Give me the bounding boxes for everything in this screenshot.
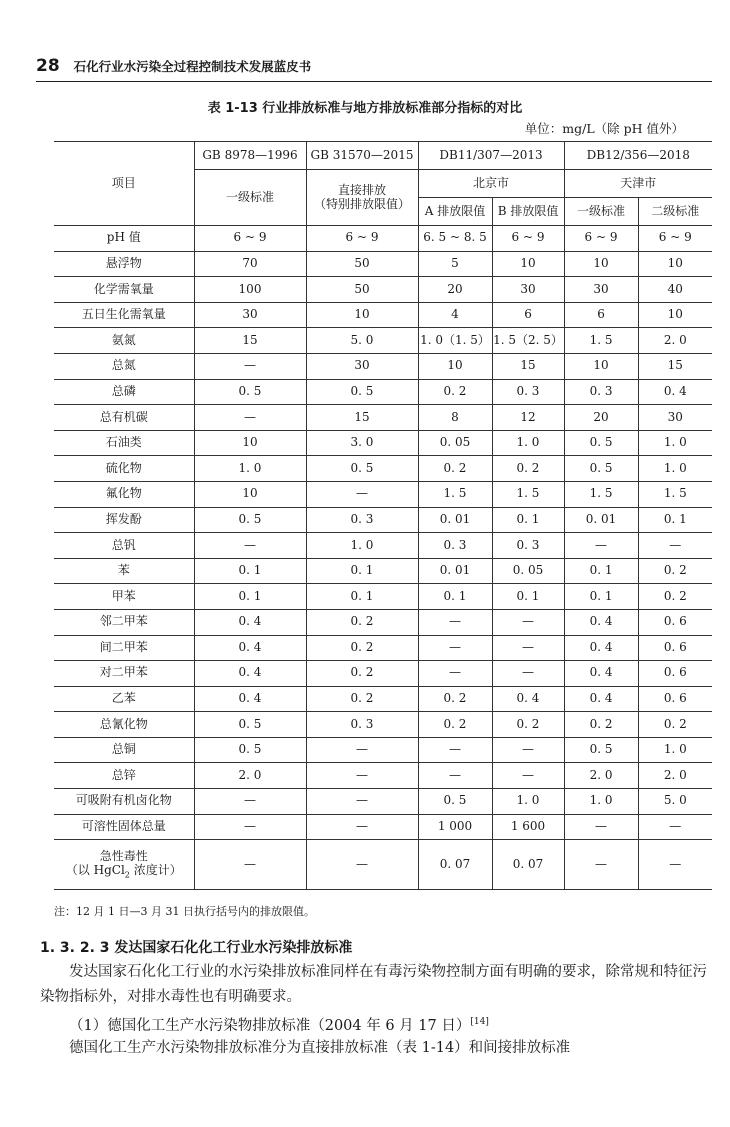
row-label: 氟化物	[54, 481, 194, 507]
table-cell: 0. 6	[638, 661, 712, 687]
table-cell: 1. 0	[492, 789, 564, 815]
table-cell: 1. 5	[418, 481, 492, 507]
table-cell: 4	[418, 302, 492, 328]
table-cell: 15	[306, 405, 418, 431]
table-cell: —	[306, 814, 418, 840]
table-row	[54, 533, 712, 559]
row-label: pH 值	[54, 226, 194, 252]
table-cell: 0. 2	[418, 712, 492, 738]
table-cell: —	[194, 840, 306, 890]
table-cell: 10	[638, 251, 712, 277]
table-cell: 0. 07	[418, 840, 492, 890]
table-cell: 0. 4	[194, 609, 306, 635]
table-cell: 1. 5	[492, 481, 564, 507]
table-row	[54, 789, 712, 815]
table-cell: 0. 2	[306, 661, 418, 687]
section-heading: 1. 3. 2. 3 发达国家石化化工行业水污染排放标准	[40, 940, 353, 956]
table-row	[54, 558, 712, 584]
table-cell: —	[418, 609, 492, 635]
table-cell: 0. 4	[564, 635, 638, 661]
table-cell: 1. 0	[638, 430, 712, 456]
table-cell: 20	[564, 405, 638, 431]
table-cell: 2. 0	[194, 763, 306, 789]
header-std3-code: DB11/307—2013	[418, 142, 564, 170]
table-cell: 0. 2	[418, 379, 492, 405]
table-cell: 0. 3	[418, 533, 492, 559]
table-row	[54, 405, 712, 431]
table-cell: 5. 0	[306, 328, 418, 354]
row-label: 氨氮	[54, 328, 194, 354]
table-row	[54, 379, 712, 405]
row-label: 急性毒性 （以 HgCl$_2$ 浓度计）	[54, 840, 194, 890]
table-cell: 0. 4	[194, 686, 306, 712]
table-row	[54, 840, 712, 890]
table-cell: —	[418, 661, 492, 687]
table-cell: 15	[638, 353, 712, 379]
table-cell: —	[564, 840, 638, 890]
table-cell: 1. 0	[564, 789, 638, 815]
table-row	[54, 661, 712, 687]
table-row	[54, 481, 712, 507]
table-cell: 100	[194, 277, 306, 303]
table-cell: —	[194, 353, 306, 379]
row-label: 苯	[54, 558, 194, 584]
table-cell: 10	[194, 481, 306, 507]
table-cell: —	[194, 814, 306, 840]
table-cell: —	[306, 840, 418, 890]
table-cell: 0. 5	[306, 379, 418, 405]
table-cell: 0. 2	[564, 712, 638, 738]
table-cell: 0. 1	[564, 584, 638, 610]
table-cell: —	[306, 763, 418, 789]
citation-ref: [14]	[470, 1017, 489, 1027]
paragraph: 发达国家石化化工行业的水污染排放标准同样在有毒污染物控制方面有明确的要求，除常规和特征污染物指标外，对排水毒性也有明确要求。	[40, 964, 707, 1005]
table-cell: 0. 6	[638, 686, 712, 712]
table-cell: 0. 05	[492, 558, 564, 584]
table-cell: 6	[564, 302, 638, 328]
table-cell: —	[194, 405, 306, 431]
table-cell: 6 ~ 9	[492, 226, 564, 252]
row-label: 总钒	[54, 533, 194, 559]
table-cell: 0. 3	[306, 507, 418, 533]
row-label: 总有机碳	[54, 405, 194, 431]
table-cell: 2. 0	[638, 328, 712, 354]
table-cell: 1. 0	[492, 430, 564, 456]
table-row	[54, 507, 712, 533]
row-label: 石油类	[54, 430, 194, 456]
row-label: 五日生化需氧量	[54, 302, 194, 328]
table-cell: 0. 5	[194, 712, 306, 738]
table-cell: —	[306, 789, 418, 815]
table-row	[54, 712, 712, 738]
table-cell: 70	[194, 251, 306, 277]
page-header	[36, 56, 712, 82]
table-cell: 0. 4	[564, 686, 638, 712]
header-std3-region: 北京市	[418, 170, 564, 198]
row-label: 可溶性固体总量	[54, 814, 194, 840]
table-cell: 0. 01	[564, 507, 638, 533]
table-cell: 0. 3	[306, 712, 418, 738]
table-cell: 6 ~ 9	[194, 226, 306, 252]
table-row	[54, 277, 712, 303]
table-cell: 0. 07	[492, 840, 564, 890]
table-cell: 1. 0	[638, 456, 712, 482]
table-cell: 0. 05	[418, 430, 492, 456]
row-label: 化学需氧量	[54, 277, 194, 303]
table-cell: 1 000	[418, 814, 492, 840]
table-cell: —	[194, 533, 306, 559]
table-row	[54, 609, 712, 635]
table-cell: 6. 5 ~ 8. 5	[418, 226, 492, 252]
table-cell: 1 600	[492, 814, 564, 840]
row-label: 硫化物	[54, 456, 194, 482]
table-cell: 0. 1	[306, 584, 418, 610]
table-cell: —	[492, 763, 564, 789]
table-cell: 0. 1	[194, 558, 306, 584]
table-row	[54, 302, 712, 328]
table-cell: 10	[194, 430, 306, 456]
row-label: 总磷	[54, 379, 194, 405]
header-std1-level: 一级标准	[194, 170, 306, 226]
header-std3-a: A 排放限值	[418, 198, 492, 226]
table-cell: 0. 5	[564, 456, 638, 482]
table-note: 注：12 月 1 日—3 月 31 日执行括号内的排放限值。	[54, 905, 315, 918]
table-cell: —	[418, 635, 492, 661]
row-label: 间二甲苯	[54, 635, 194, 661]
table-cell: 0. 2	[492, 456, 564, 482]
table-row	[54, 456, 712, 482]
table-row	[54, 251, 712, 277]
table-cell: 1. 5	[638, 481, 712, 507]
table-cell: —	[418, 737, 492, 763]
table-cell: 10	[418, 353, 492, 379]
paragraph: 德国化工生产水污染物排放标准分为直接排放标准（表 1-14）和间接排放标准	[69, 1040, 571, 1056]
row-label: 邻二甲苯	[54, 609, 194, 635]
comparison-table	[54, 141, 712, 890]
table-cell: 1. 0	[194, 456, 306, 482]
table-row	[54, 584, 712, 610]
table-cell: 1. 0（1. 5）	[418, 328, 492, 354]
table-cell: 0. 2	[306, 686, 418, 712]
table-cell: 10	[638, 302, 712, 328]
table-cell: —	[638, 533, 712, 559]
table-cell: 0. 2	[418, 686, 492, 712]
table-cell: —	[306, 481, 418, 507]
table-cell: 30	[306, 353, 418, 379]
header-std4-l2: 二级标准	[638, 198, 712, 226]
table-unit: 单位：mg/L（除 pH 值外）	[524, 121, 684, 136]
table-cell: 6	[492, 302, 564, 328]
table-row	[54, 814, 712, 840]
table-row	[54, 686, 712, 712]
table-cell: 30	[492, 277, 564, 303]
row-label: 总氮	[54, 353, 194, 379]
table-cell: 0. 2	[306, 635, 418, 661]
table-cell: 6 ~ 9	[564, 226, 638, 252]
table-cell: 30	[194, 302, 306, 328]
table-cell: 0. 2	[638, 558, 712, 584]
table-cell: 1. 5	[564, 481, 638, 507]
table-cell: 0. 01	[418, 507, 492, 533]
table-cell: —	[638, 814, 712, 840]
header-std4-code: DB12/356—2018	[564, 142, 712, 170]
table-row	[54, 737, 712, 763]
table-row	[54, 763, 712, 789]
table-cell: 10	[564, 353, 638, 379]
header-std4-l1: 一级标准	[564, 198, 638, 226]
header-std4-region: 天津市	[564, 170, 712, 198]
row-label: 总铜	[54, 737, 194, 763]
row-label: 悬浮物	[54, 251, 194, 277]
table-cell: 0. 1	[492, 507, 564, 533]
table-cell: 12	[492, 405, 564, 431]
row-label: 总锌	[54, 763, 194, 789]
table-cell: —	[194, 789, 306, 815]
table-cell: 0. 3	[564, 379, 638, 405]
page-number: 28	[36, 56, 60, 76]
table-cell: 0. 4	[194, 661, 306, 687]
header-std3-b: B 排放限值	[492, 198, 564, 226]
header-std1-code: GB 8978—1996	[194, 142, 306, 170]
table-cell: 0. 5	[194, 507, 306, 533]
table-cell: 5. 0	[638, 789, 712, 815]
table-cell: 0. 4	[564, 609, 638, 635]
table-cell: 0. 2	[306, 609, 418, 635]
table-cell: 10	[492, 251, 564, 277]
table-cell: 0. 5	[194, 737, 306, 763]
header-item: 项目	[54, 142, 194, 226]
table-cell: 6 ~ 9	[306, 226, 418, 252]
table-cell: 0. 4	[638, 379, 712, 405]
row-label: 可吸附有机卤化物	[54, 789, 194, 815]
table-cell: —	[306, 737, 418, 763]
table-row	[54, 226, 712, 252]
table-cell: 0. 2	[492, 712, 564, 738]
table-cell: —	[638, 840, 712, 890]
table-cell: 0. 1	[638, 507, 712, 533]
table-cell: 30	[564, 277, 638, 303]
table-cell: 0. 1	[492, 584, 564, 610]
table-row	[54, 353, 712, 379]
table-cell: 50	[306, 277, 418, 303]
table-cell: 2. 0	[638, 763, 712, 789]
table-cell: 0. 5	[194, 379, 306, 405]
row-label: 乙苯	[54, 686, 194, 712]
table-cell: 0. 4	[194, 635, 306, 661]
table-cell: 40	[638, 277, 712, 303]
table-cell: 30	[638, 405, 712, 431]
table-cell: 0. 1	[564, 558, 638, 584]
table-cell: 1. 0	[306, 533, 418, 559]
running-title: 石化行业水污染全过程控制技术发展蓝皮书	[73, 59, 312, 74]
header-std2-code: GB 31570—2015	[306, 142, 418, 170]
table-cell: —	[492, 737, 564, 763]
row-label: 对二甲苯	[54, 661, 194, 687]
table-cell: 1. 5（2. 5）	[492, 328, 564, 354]
table-cell: 8	[418, 405, 492, 431]
table-cell: 0. 1	[194, 584, 306, 610]
table-row	[54, 635, 712, 661]
table-cell: 15	[492, 353, 564, 379]
table-cell: 0. 5	[564, 430, 638, 456]
table-title: 表 1-13 行业排放标准与地方排放标准部分指标的对比	[207, 101, 523, 116]
table-cell: 0. 1	[418, 584, 492, 610]
table-cell: 0. 5	[564, 737, 638, 763]
table-row	[54, 328, 712, 354]
table-cell: 0. 4	[564, 661, 638, 687]
header-row-codes	[54, 142, 712, 170]
table-cell: 1. 5	[564, 328, 638, 354]
table-cell: 0. 6	[638, 635, 712, 661]
table-cell: 0. 1	[306, 558, 418, 584]
table-cell: —	[564, 533, 638, 559]
table-cell: 0. 2	[418, 456, 492, 482]
row-label: 总氰化物	[54, 712, 194, 738]
table-cell: 10	[564, 251, 638, 277]
table-cell: 0. 2	[638, 584, 712, 610]
table-cell: —	[564, 814, 638, 840]
header-std2-level: 直接排放 （特别排放限值）	[306, 170, 418, 226]
table-cell: —	[492, 661, 564, 687]
table-cell: 3. 0	[306, 430, 418, 456]
table-cell: 0. 3	[492, 533, 564, 559]
table-cell: 5	[418, 251, 492, 277]
table-cell: 0. 5	[306, 456, 418, 482]
table-cell: 1. 0	[638, 737, 712, 763]
table-cell: 0. 01	[418, 558, 492, 584]
table-cell: 10	[306, 302, 418, 328]
paragraph: （1）德国化工生产水污染物排放标准（2004 年 6 月 17 日）[14]	[69, 1017, 489, 1034]
table-cell: 50	[306, 251, 418, 277]
table-cell: 0. 4	[492, 686, 564, 712]
table-cell: —	[492, 609, 564, 635]
table-cell: 15	[194, 328, 306, 354]
table-cell: 0. 3	[492, 379, 564, 405]
table-cell: 0. 6	[638, 609, 712, 635]
row-label: 甲苯	[54, 584, 194, 610]
table-row	[54, 430, 712, 456]
table-cell: —	[418, 763, 492, 789]
table-cell: 20	[418, 277, 492, 303]
row-label: 挥发酚	[54, 507, 194, 533]
table-cell: 0. 2	[638, 712, 712, 738]
table-cell: 6 ~ 9	[638, 226, 712, 252]
table-cell: 0. 5	[418, 789, 492, 815]
table-cell: 2. 0	[564, 763, 638, 789]
table-cell: —	[492, 635, 564, 661]
